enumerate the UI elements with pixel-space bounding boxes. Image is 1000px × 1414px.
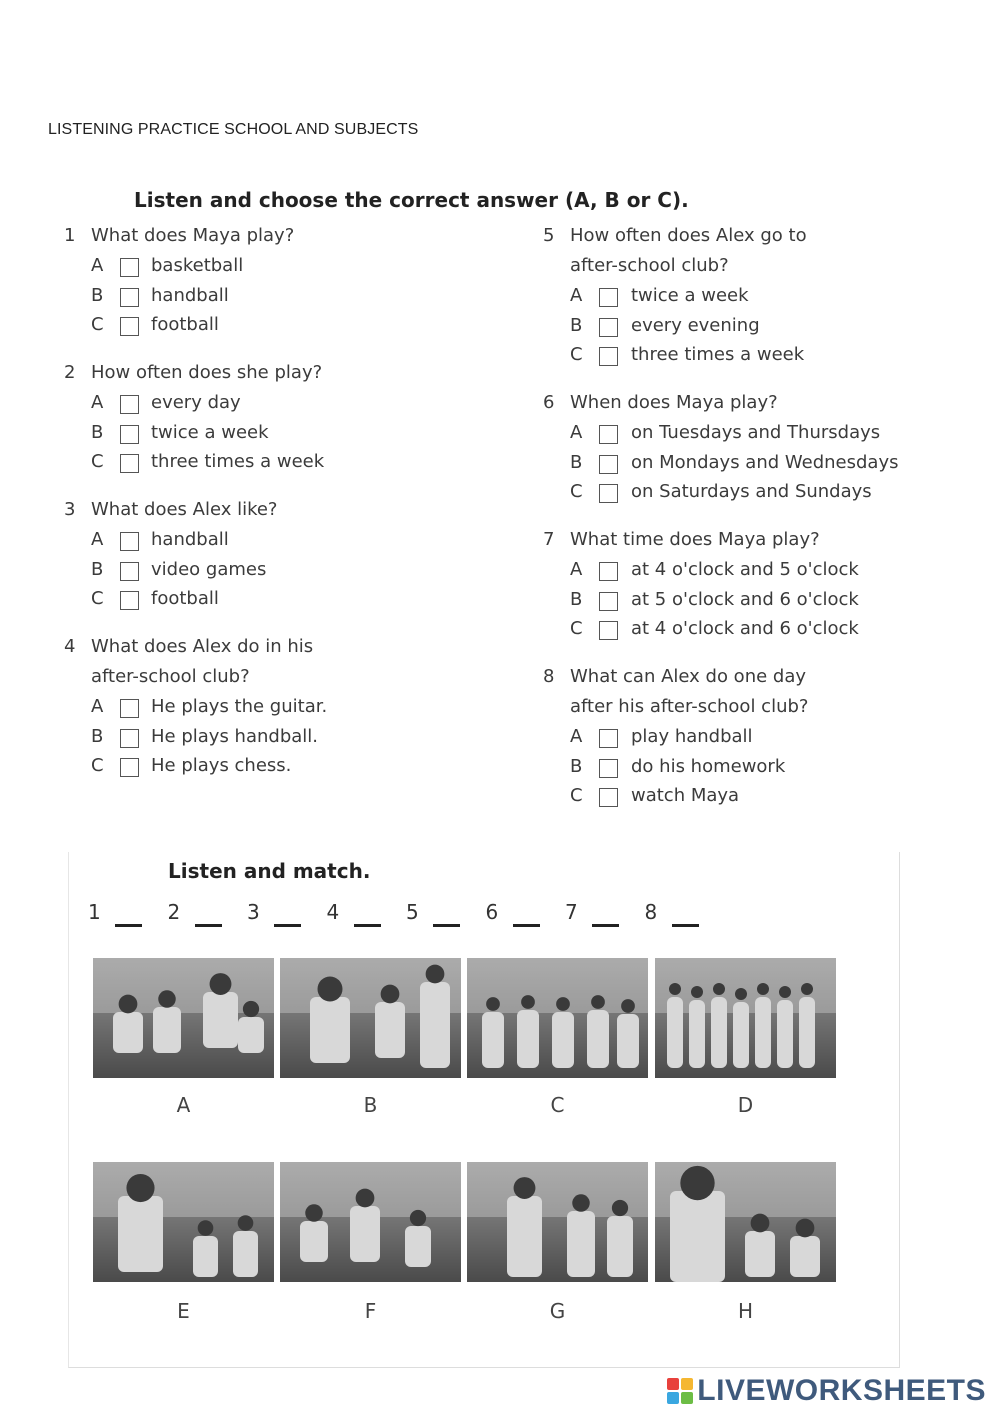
option-letter: B bbox=[91, 284, 104, 306]
answer-checkbox[interactable] bbox=[599, 425, 618, 444]
question-number: 2 bbox=[64, 362, 76, 383]
option-text: do his homework bbox=[631, 755, 786, 777]
answer-checkbox[interactable] bbox=[120, 454, 139, 473]
match-number: 7 bbox=[565, 900, 578, 924]
option-letter: A bbox=[91, 696, 104, 717]
question-text: What does Maya play? bbox=[91, 225, 295, 246]
answer-checkbox[interactable] bbox=[120, 699, 139, 718]
liveworksheets-logo-icon bbox=[667, 1378, 693, 1404]
question-text: How often does she play? bbox=[91, 362, 323, 383]
answer-checkbox[interactable] bbox=[599, 759, 618, 778]
option-text: He plays chess. bbox=[151, 755, 292, 777]
photo-students-in-school-uniform bbox=[655, 958, 836, 1078]
photo-label: A bbox=[176, 1093, 191, 1117]
photo-children-playing-football bbox=[280, 1162, 461, 1282]
section2-title: Listen and match. bbox=[168, 859, 371, 883]
option-text: football bbox=[151, 588, 219, 610]
option-text: football bbox=[151, 314, 219, 336]
liveworksheets-brand[interactable] bbox=[667, 1374, 986, 1408]
question-number: 3 bbox=[64, 499, 76, 520]
answer-checkbox[interactable] bbox=[120, 317, 139, 336]
match-answer-blank[interactable] bbox=[672, 924, 699, 927]
answer-checkbox[interactable] bbox=[599, 729, 618, 748]
logo-square-blue bbox=[667, 1392, 679, 1404]
photo-children-painting-art-class bbox=[280, 958, 461, 1078]
option-letter: C bbox=[570, 344, 583, 366]
match-answer-blank[interactable] bbox=[592, 924, 619, 927]
option-letter: B bbox=[570, 314, 583, 336]
option-text: basketball bbox=[151, 255, 244, 276]
answer-checkbox[interactable] bbox=[120, 395, 139, 414]
answer-checkbox[interactable] bbox=[120, 288, 139, 307]
answer-checkbox[interactable] bbox=[120, 729, 139, 748]
photo-label: B bbox=[363, 1093, 378, 1117]
photo-children-stretching-pe bbox=[467, 958, 648, 1078]
photo-boys-playing-basketball bbox=[93, 1162, 274, 1282]
option-text: three times a week bbox=[631, 344, 805, 366]
option-text: handball bbox=[151, 529, 229, 550]
match-number: 5 bbox=[406, 900, 419, 924]
photo-label: C bbox=[550, 1093, 565, 1117]
match-answer-blank[interactable] bbox=[354, 924, 381, 927]
option-text: every day bbox=[151, 392, 241, 413]
match-number: 4 bbox=[326, 900, 340, 924]
option-text: three times a week bbox=[151, 451, 325, 473]
question-number: 7 bbox=[543, 529, 555, 550]
question-number: 1 bbox=[64, 225, 76, 246]
photo-label: D bbox=[737, 1093, 754, 1117]
option-text: every evening bbox=[631, 314, 760, 336]
answer-checkbox[interactable] bbox=[599, 621, 618, 640]
option-text: on Saturdays and Sundays bbox=[631, 481, 872, 503]
match-number: 6 bbox=[485, 900, 499, 924]
option-letter: A bbox=[91, 529, 104, 550]
question-text: What does Alex like? bbox=[91, 499, 278, 520]
option-letter: A bbox=[570, 285, 583, 306]
option-letter: A bbox=[570, 559, 583, 580]
question-number: 8 bbox=[543, 666, 555, 687]
photo-label: E bbox=[177, 1299, 190, 1323]
match-answer-blank[interactable] bbox=[433, 924, 460, 927]
option-letter: A bbox=[91, 255, 104, 276]
option-text: He plays the guitar. bbox=[151, 696, 328, 717]
photo-children-building-robots bbox=[93, 958, 274, 1078]
option-letter: A bbox=[570, 726, 583, 747]
option-letter: C bbox=[91, 588, 104, 610]
question-number: 4 bbox=[64, 636, 76, 657]
option-letter: B bbox=[91, 421, 104, 443]
option-letter: C bbox=[570, 785, 583, 807]
question-number: 5 bbox=[543, 225, 555, 246]
question-text: How often does Alex go to bbox=[570, 225, 807, 246]
option-letter: B bbox=[570, 755, 583, 777]
option-letter: B bbox=[570, 588, 583, 610]
option-text: play handball bbox=[631, 726, 753, 747]
photo-students-at-computers bbox=[655, 1162, 836, 1282]
question-number: 6 bbox=[543, 392, 555, 413]
logo-square-red bbox=[667, 1378, 679, 1390]
option-letter: A bbox=[570, 422, 583, 443]
answer-checkbox[interactable] bbox=[120, 562, 139, 581]
option-text: on Mondays and Wednesdays bbox=[631, 451, 899, 473]
option-letter: C bbox=[91, 314, 104, 336]
answer-checkbox[interactable] bbox=[120, 758, 139, 777]
option-text: at 4 o'clock and 6 o'clock bbox=[631, 618, 859, 640]
answer-checkbox[interactable] bbox=[599, 592, 618, 611]
photo-label: F bbox=[364, 1299, 377, 1323]
option-letter: A bbox=[91, 392, 104, 413]
match-number: 8 bbox=[644, 900, 658, 924]
option-text: video games bbox=[151, 558, 267, 580]
page-heading: LISTENING PRACTICE SCHOOL AND SUBJECTS bbox=[48, 121, 419, 138]
answer-checkbox[interactable] bbox=[120, 532, 139, 551]
match-number: 3 bbox=[247, 900, 260, 924]
option-text: He plays handball. bbox=[151, 725, 318, 747]
option-text: on Tuesdays and Thursdays bbox=[631, 422, 881, 443]
question-text: after-school club? bbox=[91, 666, 250, 687]
question-text: after-school club? bbox=[570, 255, 729, 276]
option-letter: C bbox=[91, 755, 104, 777]
option-letter: C bbox=[570, 618, 583, 640]
answer-checkbox[interactable] bbox=[599, 347, 618, 366]
photo-label: H bbox=[737, 1299, 754, 1323]
photo-label: G bbox=[549, 1299, 566, 1323]
question-text: What can Alex do one day bbox=[570, 666, 807, 687]
brand-name: LIVEWORKSHEETS bbox=[697, 1374, 986, 1407]
option-text: at 4 o'clock and 5 o'clock bbox=[631, 559, 859, 580]
photo-girls-playing-handball bbox=[467, 1162, 648, 1282]
option-letter: B bbox=[91, 558, 104, 580]
match-number: 1 bbox=[88, 900, 101, 924]
match-answer-blank[interactable] bbox=[115, 924, 142, 927]
question-text: What does Alex do in his bbox=[91, 636, 314, 657]
answer-checkbox[interactable] bbox=[599, 484, 618, 503]
question-text: When does Maya play? bbox=[570, 392, 778, 413]
option-text: twice a week bbox=[631, 285, 749, 306]
option-letter: B bbox=[570, 451, 583, 473]
answer-checkbox[interactable] bbox=[599, 788, 618, 807]
option-text: at 5 o'clock and 6 o'clock bbox=[631, 588, 859, 610]
logo-square-green bbox=[681, 1392, 693, 1404]
answer-checkbox[interactable] bbox=[599, 562, 618, 581]
option-letter: C bbox=[570, 481, 583, 503]
question-text: What time does Maya play? bbox=[570, 529, 820, 550]
answer-checkbox[interactable] bbox=[120, 258, 139, 277]
answer-checkbox[interactable] bbox=[120, 591, 139, 610]
answer-checkbox[interactable] bbox=[599, 455, 618, 474]
match-number: 2 bbox=[167, 900, 181, 924]
answer-checkbox[interactable] bbox=[120, 425, 139, 444]
option-letter: C bbox=[91, 451, 104, 473]
answer-checkbox[interactable] bbox=[599, 288, 618, 307]
option-letter: B bbox=[91, 725, 104, 747]
answer-checkbox[interactable] bbox=[599, 318, 618, 337]
question-text: after his after-school club? bbox=[570, 696, 809, 717]
option-text: twice a week bbox=[151, 421, 269, 443]
match-answer-blank[interactable] bbox=[513, 924, 540, 927]
option-text: handball bbox=[151, 284, 229, 306]
match-answer-blank[interactable] bbox=[274, 924, 301, 927]
logo-square-yellow bbox=[681, 1378, 693, 1390]
option-text: watch Maya bbox=[631, 785, 740, 807]
section1-title: Listen and choose the correct answer (A, B or C). bbox=[134, 188, 689, 212]
match-answer-blank[interactable] bbox=[195, 924, 222, 927]
